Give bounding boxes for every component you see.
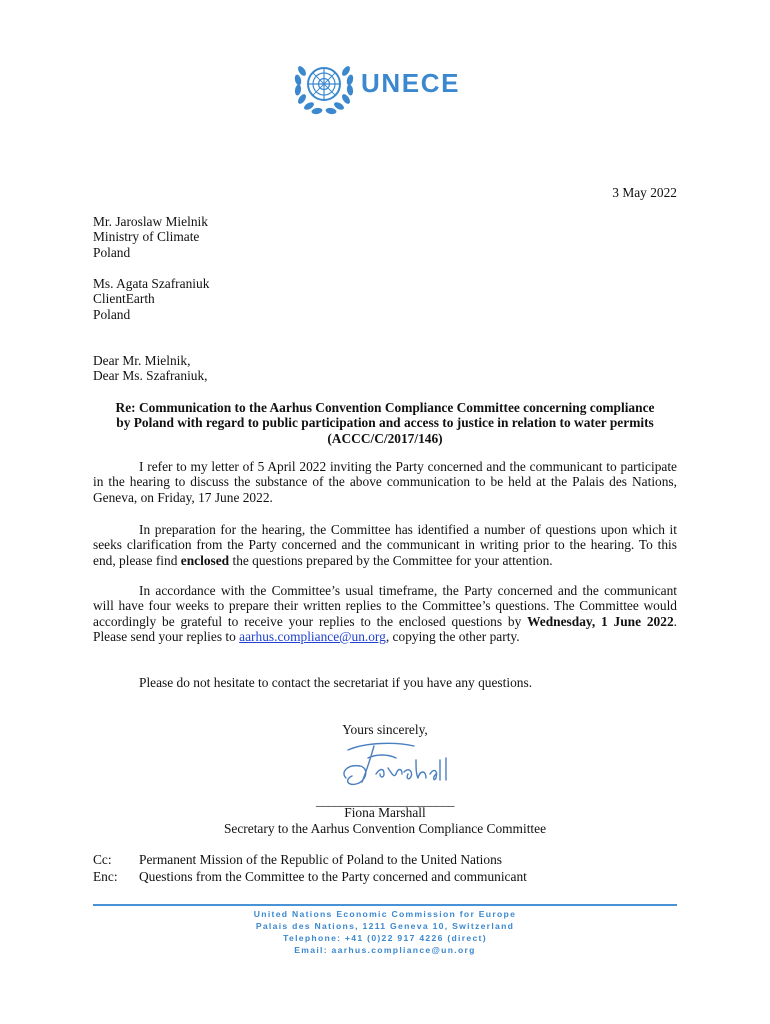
signatory-name: Fiona Marshall	[344, 805, 426, 820]
paragraph-text: In accordance with the Committee’s usual timeframe, the Party concerned and the communicant will have four weeks to prepare their written replies to the Committee’s questions. The Committee would accordingly be grateful to receive your replies to the enclosed questions by	[93, 583, 677, 629]
enclosure-line	[93, 869, 677, 885]
recipient-address	[93, 276, 209, 322]
enclosed-emphasis: enclosed	[180, 552, 230, 568]
unece-wordmark: UNECE	[361, 68, 461, 98]
recipient-country: Poland	[93, 244, 131, 260]
signatory-title: Secretary to the Aarhus Convention Compliance Committee	[223, 821, 547, 836]
enclosure-label: Enc:	[93, 869, 118, 884]
body-paragraph	[93, 522, 677, 568]
paragraph-text: , copying the other party.	[385, 628, 520, 644]
subject-heading	[93, 400, 677, 446]
recipient-organization: Ministry of Climate	[93, 229, 200, 245]
subject-line: by Poland with regard to public participation and access to justice in relation to water permits	[116, 415, 654, 431]
unece-logo	[290, 53, 490, 119]
subject-line: Re: Communication to the Aarhus Convention Compliance Committee concerning compliance	[115, 400, 655, 415]
salutation-line: Dear Ms. Szafraniuk,	[93, 368, 208, 384]
subject-reference: (ACCC/C/2017/146)	[327, 430, 443, 446]
footer-divider	[93, 904, 677, 906]
paragraph-text: the questions prepared by the Committee for your attention.	[229, 552, 553, 568]
footer-address: Palais des Nations, 1211 Geneva 10, Switzerland	[255, 921, 515, 931]
paragraph-text: In preparation for the hearing, the Committee has identified a number of questions upon which it seeks clarification from the Party concerned and the communicant in writing prior to the hearing. To this end, please find	[93, 522, 677, 568]
salutation-line: Dear Mr. Mielnik,	[93, 353, 191, 368]
email-link[interactable]: aarhus.compliance@un.org	[239, 628, 386, 644]
recipient-country: Poland	[93, 306, 131, 322]
enclosure-text: Questions from the Committee to the Party concerned and communicant	[139, 869, 527, 884]
un-emblem-icon	[290, 53, 358, 119]
recipient-name: Ms. Agata Szafraniuk	[93, 276, 210, 291]
footer-email: Email: aarhus.compliance@un.org	[294, 945, 476, 955]
handwritten-signature	[336, 738, 451, 794]
deadline-emphasis: Wednesday, 1 June 2022	[527, 613, 674, 629]
letter-date: 3 May 2022	[612, 185, 677, 200]
footer-telephone: Telephone: +41 (0)22 917 4226 (direct)	[283, 933, 487, 943]
recipient-address	[93, 214, 208, 260]
salutation	[93, 353, 208, 384]
cc-text: Permanent Mission of the Republic of Poland to the United Nations	[139, 852, 502, 867]
body-paragraph: I refer to my letter of 5 April 2022 inviting the Party concerned and the communicant to participate in the hearing to discuss the substance of the above communication to be held at the Palais des Nations, Geneva, on Friday, 17 June 2022.	[93, 459, 677, 505]
cc-line	[93, 852, 677, 868]
cc-label: Cc:	[93, 852, 112, 867]
footer-contact	[93, 908, 677, 956]
paragraph-text: . Please send your replies to	[93, 613, 677, 644]
footer-org-name: United Nations Economic Commission for Europe	[253, 909, 517, 919]
signature-line: _______________________	[316, 793, 454, 808]
body-paragraph: Please do not hesitate to contact the secretariat if you have any questions.	[139, 675, 533, 690]
body-paragraph	[93, 583, 677, 644]
sign-off: Yours sincerely,	[342, 722, 428, 737]
recipient-organization: ClientEarth	[93, 291, 155, 307]
recipient-name: Mr. Jaroslaw Mielnik	[93, 214, 208, 229]
